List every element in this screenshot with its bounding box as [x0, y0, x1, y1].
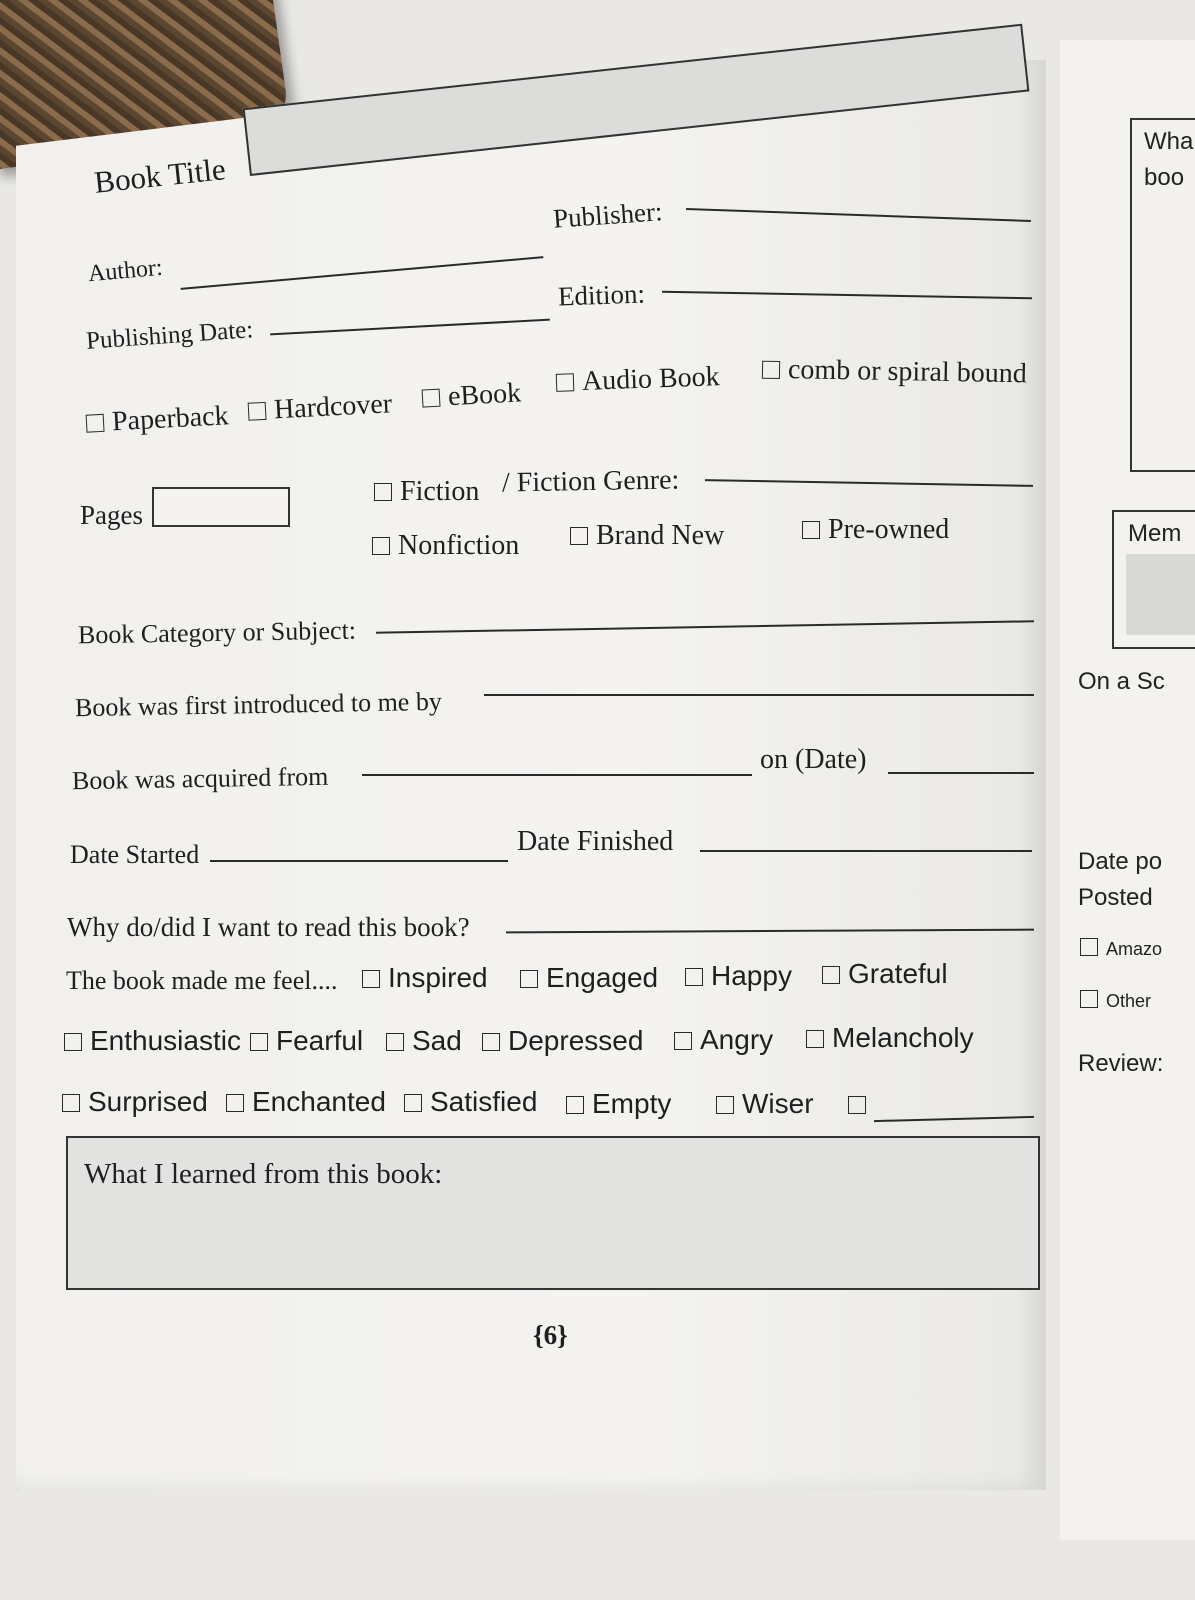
- nonfiction-option[interactable]: [372, 530, 519, 562]
- feeling-other-line[interactable]: [874, 1116, 1034, 1122]
- pages-field[interactable]: [152, 487, 290, 527]
- fiction-option[interactable]: [374, 476, 479, 508]
- facing-other-label: Other: [1106, 991, 1152, 1011]
- checkbox-icon: [566, 1096, 584, 1114]
- feeling-label: Fearful: [276, 1025, 364, 1056]
- nonfiction-label: Nonfiction: [398, 530, 520, 561]
- date-started-label: Date Started: [70, 840, 200, 869]
- checkbox-icon: [556, 373, 575, 392]
- feeling-label: Engaged: [546, 962, 659, 993]
- spiral-bound-label: comb or spiral bound: [787, 354, 1028, 390]
- checkbox-icon: [64, 1033, 82, 1051]
- checkbox-icon: [422, 389, 441, 408]
- pre-owned-option[interactable]: [802, 514, 949, 546]
- feeling-label: Surprised: [88, 1086, 208, 1117]
- checkbox-icon: [62, 1094, 80, 1112]
- checkbox-icon: [802, 521, 820, 539]
- paperback-label: Paperback: [111, 400, 230, 438]
- feeling-depressed[interactable]: [482, 1025, 643, 1057]
- feeling-label: Sad: [412, 1025, 462, 1056]
- edition-line[interactable]: [662, 291, 1032, 299]
- facing-posted-label: Posted: [1078, 884, 1153, 911]
- date-finished-label: Date Finished: [517, 826, 674, 857]
- spiral-bound-option[interactable]: [762, 354, 1027, 391]
- checkbox-icon: [372, 537, 390, 555]
- checkbox-icon: [848, 1096, 866, 1114]
- feeling-label: Angry: [700, 1024, 774, 1055]
- checkbox-icon: [822, 966, 840, 984]
- checkbox-icon: [570, 527, 588, 545]
- brand-new-option[interactable]: [570, 520, 724, 552]
- book-title-label: Book Title: [92, 151, 228, 200]
- feeling-enthusiastic[interactable]: [64, 1025, 241, 1057]
- hardcover-option[interactable]: [247, 388, 393, 428]
- fiction-label: Fiction: [400, 476, 480, 507]
- on-date-line[interactable]: [888, 772, 1034, 774]
- checkbox-icon: [674, 1032, 692, 1050]
- pages-label: Pages: [80, 500, 143, 530]
- checkbox-icon: [250, 1033, 268, 1051]
- facing-box-what-line1: Wha: [1144, 128, 1194, 155]
- author-line[interactable]: [181, 256, 544, 290]
- facing-box-what-line2: boo: [1144, 164, 1185, 191]
- why-line[interactable]: [506, 929, 1034, 934]
- on-date-label: on (Date): [760, 744, 867, 775]
- publishing-date-label: Publishing Date:: [85, 316, 255, 355]
- introduced-line[interactable]: [484, 694, 1034, 696]
- checkbox-icon: [482, 1033, 500, 1051]
- learned-label: What I learned from this book:: [84, 1158, 443, 1190]
- acquired-label: Book was acquired from: [71, 761, 329, 796]
- learned-box[interactable]: [66, 1136, 1040, 1290]
- checkbox-icon: [762, 361, 780, 379]
- feeling-surprised[interactable]: [62, 1086, 208, 1118]
- feeling-melancholy[interactable]: [806, 1022, 974, 1054]
- category-label: Book Category or Subject:: [77, 615, 357, 650]
- checkbox-icon: [386, 1033, 404, 1051]
- facing-review-label: Review:: [1078, 1050, 1164, 1077]
- publisher-line[interactable]: [686, 208, 1031, 222]
- feeling-grateful[interactable]: [822, 958, 948, 990]
- introduced-label: Book was first introduced to me by: [74, 686, 443, 723]
- feeling-enchanted[interactable]: [226, 1086, 386, 1118]
- feeling-label: Grateful: [848, 958, 948, 989]
- feeling-inspired[interactable]: [362, 962, 488, 994]
- feeling-sad[interactable]: [386, 1025, 462, 1057]
- edition-label: Edition:: [557, 278, 646, 312]
- feeling-label: Wiser: [742, 1088, 814, 1119]
- book-title-field[interactable]: [243, 24, 1030, 176]
- hardcover-label: Hardcover: [273, 388, 393, 426]
- paperback-option[interactable]: [85, 400, 229, 439]
- checkbox-icon: [374, 483, 392, 501]
- checkbox-icon: [716, 1096, 734, 1114]
- feeling-label: Depressed: [508, 1025, 644, 1056]
- audiobook-label: Audio Book: [581, 361, 721, 397]
- feeling-label: Satisfied: [430, 1086, 538, 1117]
- audiobook-option[interactable]: [555, 361, 720, 399]
- feeling-label: Melancholy: [832, 1022, 974, 1053]
- feeling-label: Empty: [592, 1088, 672, 1119]
- ebook-option[interactable]: [421, 377, 522, 414]
- checkbox-icon: [86, 414, 105, 433]
- why-label: Why do/did I want to read this book?: [67, 912, 470, 942]
- facing-amazon-label: Amazo: [1106, 939, 1163, 959]
- date-started-line[interactable]: [210, 860, 508, 862]
- feeling-label: Inspired: [388, 962, 488, 993]
- facing-date-posted-label: Date po: [1078, 848, 1163, 875]
- brand-new-label: Brand New: [596, 520, 725, 551]
- category-line[interactable]: [376, 620, 1034, 633]
- checkbox-icon: [520, 970, 538, 988]
- feeling-angry[interactable]: [674, 1024, 773, 1056]
- fiction-genre-line[interactable]: [705, 479, 1033, 487]
- feel-intro-label: The book made me feel....: [66, 966, 338, 995]
- feeling-label: Enthusiastic: [90, 1025, 241, 1056]
- facing-scale-label: On a Sc: [1078, 668, 1165, 695]
- checkbox-icon: [226, 1094, 244, 1112]
- checkbox-icon: [362, 970, 380, 988]
- date-finished-line[interactable]: [700, 850, 1032, 852]
- facing-box-memo-label: Mem: [1128, 520, 1182, 547]
- feeling-engaged[interactable]: [520, 962, 658, 994]
- publishing-date-line[interactable]: [270, 319, 550, 336]
- feeling-other[interactable]: [848, 1088, 874, 1120]
- feeling-happy[interactable]: [685, 960, 792, 992]
- checkbox-icon: [685, 968, 703, 986]
- author-label: Author:: [86, 254, 164, 288]
- checkbox-icon: [248, 402, 267, 421]
- feeling-wiser[interactable]: [716, 1088, 814, 1120]
- acquired-line[interactable]: [362, 774, 752, 776]
- feeling-label: Happy: [711, 960, 792, 991]
- checkbox-icon: [404, 1094, 422, 1112]
- feeling-empty[interactable]: [566, 1088, 671, 1120]
- page-number: {6}: [533, 1320, 568, 1350]
- feeling-satisfied[interactable]: [404, 1086, 537, 1118]
- fiction-genre-label: / Fiction Genre:: [501, 464, 680, 499]
- feeling-label: Enchanted: [252, 1086, 386, 1117]
- publisher-label: Publisher:: [552, 196, 664, 234]
- ebook-label: eBook: [447, 377, 522, 413]
- feeling-fearful[interactable]: [250, 1025, 363, 1057]
- checkbox-icon: [806, 1030, 824, 1048]
- pre-owned-label: Pre-owned: [828, 514, 950, 545]
